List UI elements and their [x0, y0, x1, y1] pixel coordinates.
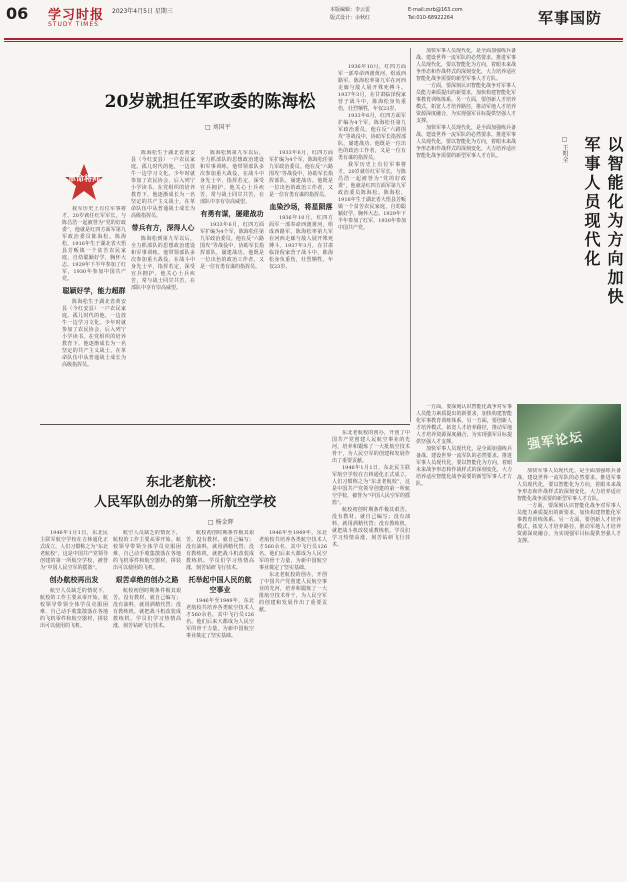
- forum-photo-label: 强军论坛: [526, 430, 585, 453]
- article1-paragraph: 1936年10月，红四方面军一部奉命西渡黄河，组成西路军。陈海松率第九军在河西走廊与敌人展开殊死搏斗。1937年3月，在甘肃临泽倪家营子战斗中，陈海松身负重伤，壮烈牺牲，年仅23岁。: [338, 64, 406, 112]
- masthead: 学习时报: [48, 8, 105, 23]
- article2-paragraph: 1946年1月1日，东北民主联军航空学校在吉林通化正式成立，人们习惯称之为“东北老航校”，这是中国共产党领导创建的第一所航空学校，被誉为“中国人民空军的摇篮”。: [40, 530, 108, 571]
- article1-column-2: [131, 150, 195, 416]
- column-divider: [410, 48, 411, 422]
- article1-subhead-4: 血染沙场，将星陨落: [269, 202, 333, 211]
- editor-line: 本版编辑：李云雷: [330, 7, 371, 13]
- article2-paragraph: 1946年1月1日，东北民主联军航空学校在吉林通化正式成立，人们习惯称之为“东北老航校”，这是中国共产党领导创建的第一所航空学校，被誉为“中国人民空军的摇篮”。: [332, 465, 410, 506]
- article1-column-1: [62, 206, 126, 416]
- article1-paragraph: 1936年10月，红四方面军一部奉命西渡黄河，组成西路军。陈海松率第九军在河西走廊与敌人展开殊死搏斗。1937年3月，在甘肃临泽倪家营子战斗中，陈海松身负重伤，壮烈牺牲，年仅23岁。: [269, 215, 333, 270]
- article1-subhead-2: 带兵有方，深得人心: [131, 223, 195, 232]
- article2-paragraph: 东北老航校的创办，开创了中国共产党创建人民航空事业的先河，培养和锻炼了一大批航空技术骨干，为人民空军的创建和发展作出了重要贡献。: [259, 572, 327, 613]
- article1-subhead-1: 聪颖好学，能力超群: [62, 286, 126, 295]
- article2-paragraph: 航校初创时期条件极其艰苦。没有教材，就自己编写；没有油料，就用酒精代替；没有教练机，就把战斗机改装成教练机。学员们学习热情高涨，刻苦钻研飞行技术。: [332, 507, 410, 548]
- article3-title: 以智能化为方向加快军事人员现代化: [582, 136, 624, 307]
- article3-paragraph: 加快军事人员现代化，是全面加强练兵备战、建设世界一流军队的必然要求。推进军事人员现代化，要以智能化为方向，着眼未来战争形态和作战样式的深刻变化，大力培养适应智能化战争需要的新型军事人才方队。: [416, 446, 512, 487]
- article3-paragraph: 加快军事人员现代化，是全面加强练兵备战、建设世界一流军队的必然要求。推进军事人员现代化，要以智能化为方向，着眼未来战争形态和作战样式的深刻变化，大力培养适应智能化战争需要的新型军事人才方队。: [517, 468, 621, 502]
- article1-column-5: [338, 64, 406, 416]
- article2-paragraph: 东北老航校的创办，开创了中国共产党创建人民航空事业的先河，培养和锻炼了一大批航空技术骨干，为人民空军的创建和发展作出了重要贡献。: [332, 430, 410, 464]
- kicker-badge: [62, 162, 106, 202]
- article1-paragraph: 1933年6月，红四方面军扩编为4个军，陈海松任第九军政治委员。他在反“六路围攻”等战役中，协助军长指挥部队，屡建战功。他既是一位出色的政治工作者，又是一位有勇有谋的指挥员。: [200, 222, 264, 270]
- article2-paragraph: 1946年至1949年，东北老航校共培养各类航空技术人才560余名，其中飞行员126名。他们后来大都成为人民空军的骨干力量，为新中国航空事业奠定了坚实基础。: [186, 598, 254, 639]
- article2-paragraph: 航校初创时期条件极其艰苦。没有教材，就自己编写；没有油料，就用酒精代替；没有教练机，就把战斗机改装成教练机。学员们学习热情高涨，刻苦钻研飞行技术。: [186, 530, 254, 571]
- article2-subhead-2: 艰苦卓绝的创办之路: [115, 575, 179, 584]
- article2-column-4: [259, 530, 327, 874]
- article2-byline: □ 杨金辉: [208, 519, 234, 526]
- article1-title: 20岁就担任军政委的陈海松: [104, 92, 316, 112]
- article3-byline: □ 王明全: [561, 136, 568, 163]
- article3-paragraph: 加快军事人员现代化，是全面加强练兵备战、建设世界一流军队的必然要求。推进军事人员现代化，要以智能化为方向，着眼未来战争形态和作战样式的深刻变化，大力培养适应智能化战争需要的新型军事人才方队。: [416, 48, 516, 82]
- article2-column-2: [113, 530, 181, 874]
- article2-paragraph: 航校初创时期条件极其艰苦。没有教材，就自己编写；没有油料，就用酒精代替；没有教练机，就把战斗机改装成教练机。学员们学习热情高涨，刻苦钻研飞行技术。: [113, 588, 181, 629]
- masthead-english: STUDY TIMES: [48, 21, 99, 28]
- page-header: [0, 0, 627, 42]
- article1-byline: □ 刘国平: [205, 124, 231, 131]
- article1-paragraph: 陈海松到第九军以后，全力抓部队的思想政治建设和军事训练。他带领部队多次参加重大战役，在战斗中身先士卒，指挥若定，深受官兵拥护。他关心士兵疾苦，常与战士同甘共苦，在部队中享有崇高威望。: [200, 150, 264, 205]
- header-rule: [4, 38, 623, 40]
- article3-paragraph: 一方面，要深刻认识智能化战争对军事人员能力素质提出的新要求，加快构建智能化军事教育训练体系。另一方面，要创新人才培养模式，拓宽人才培养路径，推动军地人才培养资源深度融合，为实现强军目标提供坚强人才支撑。: [517, 503, 621, 544]
- article1-subhead-3: 有勇有谋，屡建战功: [200, 209, 264, 218]
- article2-title-line1: 东北老航校：: [145, 475, 224, 490]
- article1-column-4: [269, 150, 333, 416]
- article1-paragraph: 我军历史上有位军事将才，20岁就任红军军长，与陈昌浩一起被誉为“党的好政委”，他就是红四方面军第九军政治委员陈海松。陈海松，1916年生于湖北省大悟县芳畈镇一个贫苦农民家庭，自幼聪颖好学，胸怀大志。1929年下半年参加了红军，1930年参加中国共产党。: [338, 162, 406, 231]
- article2-title-line2: 人民军队创办的第一所航空学校: [93, 495, 276, 510]
- article1-paragraph: 陈海松到第九军以后，全力抓部队的思想政治建设和军事训练。他带领部队多次参加重大战役，在战斗中身先士卒，指挥若定，深受官兵拥护。他关心士兵疾苦，常与战士同甘共苦，在部队中享有崇高威望。: [131, 236, 195, 291]
- article3-paragraph: 一方面，要深刻认识智能化战争对军事人员能力素质提出的新要求，加快构建智能化军事教育训练体系。另一方面，要创新人才培养模式，拓宽人才培养路径，推动军地人才培养资源深度融合，为实现强军目标提供坚强人才支撑。: [416, 404, 512, 445]
- article3-column-left: [416, 404, 512, 874]
- article1-paragraph: 我军历史上有位军事将才，20岁就任红军军长，与陈昌浩一起被誉为“党的好政委”，他就是红四方面军第九军政治委员陈海松。陈海松，1916年生于湖北省大悟县芳畈镇一个贫苦农民家庭，自幼聪颖好学，胸怀大志。1929年下半年参加了红军，1930年参加中国共产党。: [62, 206, 126, 282]
- article1-paragraph: 陈海松生于湖北省黄安县（今红安县）一户农民家庭。孤儿时代的他，一边放牛一边学习文化。少年时就参加了农民协会，后入列宁小学读书。在党组织的培养教育下，他逐渐成长为一名坚定的共产主义战士，在革命队伍中从普通战士成长为高级指挥员。: [62, 299, 126, 368]
- article2-column-1: [40, 530, 108, 874]
- article1-column-3: [200, 150, 264, 416]
- article1-paragraph: 陈海松生于湖北省黄安县（今红安县）一户农民家庭。孤儿时代的他，一边放牛一边学习文化。少年时就参加了农民协会，后入列宁小学读书。在党组织的培养教育下，他逐渐成长为一名坚定的共产主义战士，在革命队伍中从普通战士成长为高级指挥员。: [131, 150, 195, 219]
- designer-line: 版式设计：余秋红: [330, 15, 371, 21]
- contact-info: [408, 6, 463, 22]
- article3-column-top: [416, 48, 516, 398]
- forum-photo: [517, 404, 621, 462]
- tel-line: Tel:010-68922264: [408, 15, 454, 21]
- article2-paragraph: 1946年至1949年，东北老航校共培养各类航空技术人才560余名，其中飞行员126名。他们后来大都成为人民空军的骨干力量，为新中国航空事业奠定了坚实基础。: [259, 530, 327, 571]
- section-title: 军事国防: [537, 9, 602, 27]
- article-divider: [40, 424, 410, 425]
- article3-paragraph: 一方面，要深刻认识智能化战争对军事人员能力素质提出的新要求，加快构建智能化军事教育训练体系。另一方面，要创新人才培养模式，拓宽人才培养路径，推动军地人才培养资源深度融合，为实现强军目标提供坚强人才支撑。: [416, 83, 516, 124]
- email-line: E-mail:zsrb@163.com: [408, 7, 463, 13]
- article1-paragraph: 1933年6月，红四方面军扩编为4个军，陈海松任第九军政治委员。他在反“六路围攻”等战役中，协助军长指挥部队，屡建战功。他既是一位出色的政治工作者，又是一位有勇有谋的指挥员。: [338, 113, 406, 161]
- issue-date: 2023年4月5日 星期三: [112, 8, 173, 15]
- article2-paragraph: 航空人员缺乏的情况下，航校的工作主要从零开始。航校领导带领全体学员克服困难，自己动手收集散落在各地的飞机零件和航空器材，拼装出可以使用的飞机。: [113, 530, 181, 571]
- article3-paragraph: 加快军事人员现代化，是全面加强练兵备战、建设世界一流军队的必然要求。推进军事人员现代化，要以智能化为方向，着眼未来战争形态和作战样式的深刻变化，大力培养适应智能化战争需要的新型军事人才方队。: [416, 125, 516, 159]
- header-rule-thin: [4, 41, 623, 42]
- article2-subhead-1: 创办航校再出发: [49, 575, 99, 584]
- editor-info: [330, 6, 370, 22]
- article1-paragraph: 1933年6月，红四方面军扩编为4个军，陈海松任第九军政治委员。他在反“六路围攻”等战役中，协助军长指挥部队，屡建战功。他既是一位出色的政治工作者，又是一位有勇有谋的指挥员。: [269, 150, 333, 198]
- article3-column-right: [517, 468, 621, 874]
- kicker-label: 革命将帅: [68, 174, 100, 183]
- article2-subhead-3: 托举起中国人民的航空事业: [188, 575, 252, 594]
- article2-column-3: [186, 530, 254, 874]
- article2-column-5: [332, 430, 410, 874]
- article2-paragraph: 航空人员缺乏的情况下，航校的工作主要从零开始。航校领导带领全体学员克服困难，自己动手收集散落在各地的飞机零件和航空器材，拼装出可以使用的飞机。: [40, 588, 108, 629]
- page-number: 06: [6, 4, 29, 23]
